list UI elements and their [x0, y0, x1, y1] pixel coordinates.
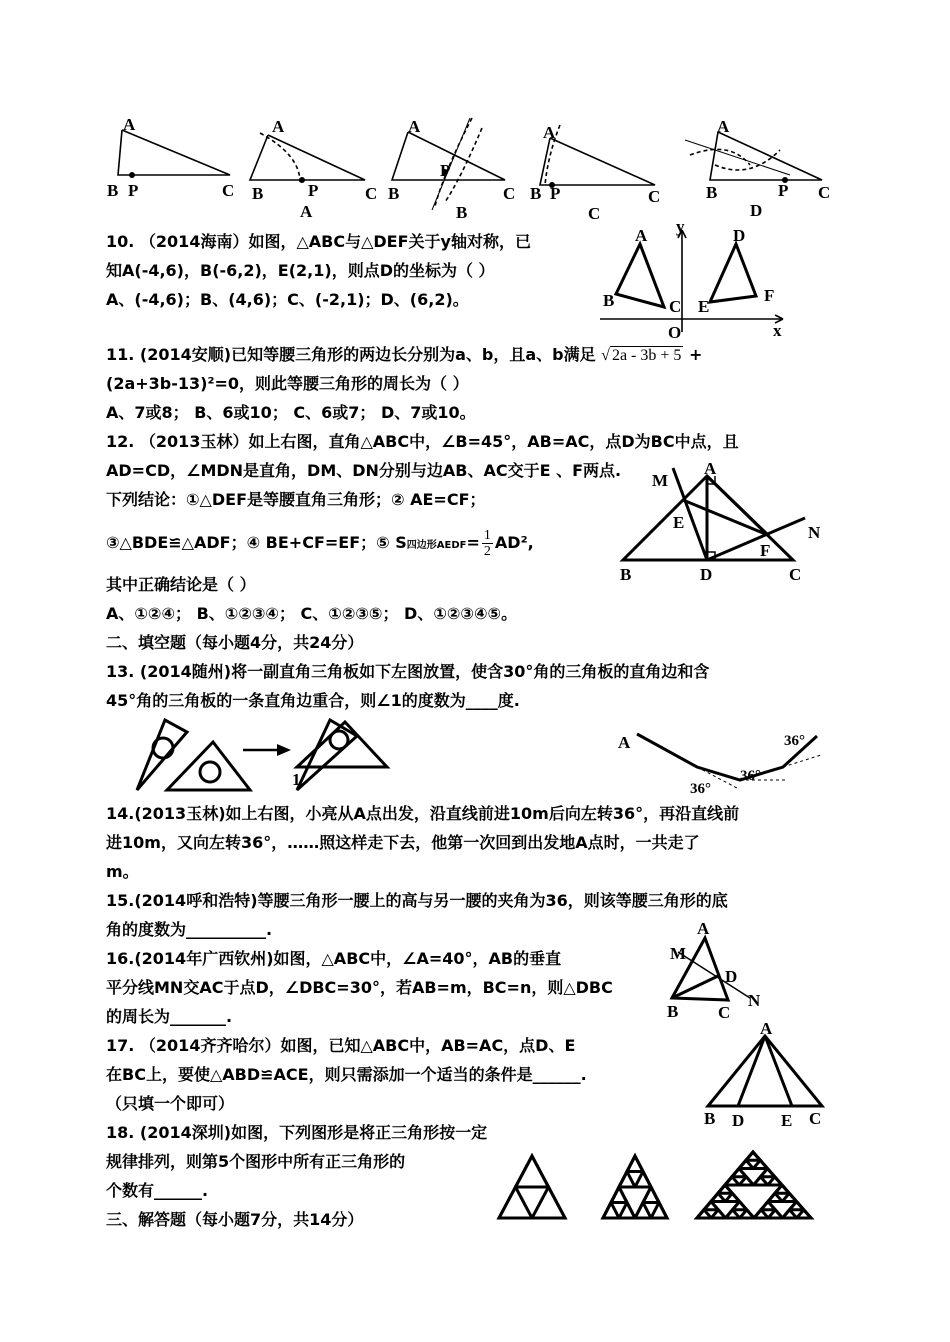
q11-options: A、7或8； B、6或10； C、6或7； D、7或10。: [106, 403, 476, 422]
triangle-outline: [516, 1156, 549, 1187]
q11-line1: [106, 345, 702, 366]
q12-line4-eq: =: [466, 533, 480, 552]
q11-line1-text: 11. (2014安顺)已知等腰三角形的两边长分别为a、b，且a、b满足: [106, 345, 596, 364]
q12-line4: [106, 528, 534, 559]
q17-label-b: B: [704, 1109, 716, 1128]
q17-label-c: C: [809, 1109, 822, 1128]
q12-line3: 下列结论：①△DEF是等腰直角三角形；② AE=CF；: [106, 490, 486, 509]
q9-f4-label-a: A: [543, 123, 556, 142]
section3-heading: 三、解答题（每小题7分，共14分）: [106, 1210, 364, 1229]
q9-fig2-triangle: [250, 135, 365, 180]
triangle-outline: [532, 1187, 565, 1218]
q16-label-a: A: [697, 919, 710, 938]
triangle-outline: [651, 1203, 667, 1219]
q12-label-d: D: [700, 565, 713, 584]
q14-angle-1: 36°: [690, 781, 711, 797]
q12-line1: 12. （2013玉林）如上右图，直角△ABC中，∠B=45°，AB=AC，点D为BC中点，且: [106, 432, 739, 451]
q9-f2-label-b: B: [252, 184, 264, 203]
q9-f2-label-a: A: [272, 117, 285, 136]
q10-label-b: B: [603, 291, 615, 310]
q11-line2: (2a+3b-13)²=0，则此等腰三角形的周长为（ ）: [106, 374, 469, 393]
q9-f3-label-b: B: [388, 184, 400, 203]
q13-line2: 45°角的三角板的一条直角边重合，则∠1的度数为____度.: [106, 691, 520, 710]
q17-figure: [700, 1030, 830, 1110]
q9-f3-label-a: A: [408, 117, 421, 136]
q10-options: A、(-4,6)；B、(4,6)；C、(-2,1)；D、(6,2)。: [106, 290, 469, 309]
q9-f4-label-p: P: [550, 184, 561, 203]
q14-line1: 14.(2013玉林)如上右图，小亮从A点出发，沿直线前进10m后向左转36°，再沿直线前: [106, 804, 740, 823]
q14-angle-2: 36°: [740, 768, 761, 784]
q12-label-n: N: [808, 523, 821, 542]
q17-label-a: A: [760, 1019, 773, 1038]
q18-line3: 个数有______.: [106, 1181, 209, 1200]
q11-radical: √ 2a - 3b + 5: [601, 347, 682, 364]
q12-frac-den: 2: [483, 544, 491, 559]
q9-f4-label-b: B: [530, 184, 542, 203]
triangle-outline: [611, 1187, 627, 1203]
q9-f3-bottom: B: [456, 203, 468, 222]
q10-line1: 10. （2014海南）如图，△ABC与△DEF关于y轴对称，已: [106, 232, 531, 251]
q9-f2-bottom: A: [300, 202, 313, 221]
q16-label-m: M: [670, 944, 687, 963]
q9-f3-label-c: C: [503, 184, 516, 203]
q12-line5: 其中正确结论是（ ）: [106, 575, 256, 594]
triangle-outline: [499, 1187, 532, 1218]
q12-label-f: F: [760, 541, 771, 560]
q12-line4b: AD²,: [494, 533, 534, 552]
triangle-outline: [635, 1203, 651, 1219]
q12-label-m: M: [652, 471, 669, 490]
q12-frac-num: 1: [483, 528, 491, 543]
q12-line2: AD=CD，∠MDN是直角，DM、DN分别与边AB、AC交于E 、F两点.: [106, 461, 622, 480]
q9-fig5-triangle: [710, 132, 822, 180]
q11-plus: +: [688, 345, 703, 364]
q9-f1-label-a: A: [123, 115, 136, 134]
q10-label-y: y: [676, 217, 685, 236]
q10-label-x: x: [773, 321, 782, 340]
q17-line1: 17. （2014齐齐哈尔）如图，已知△ABC中，AB=AC，点D、E: [106, 1036, 576, 1055]
q16-label-b: B: [667, 1002, 679, 1021]
q9-f2-label-p: P: [308, 181, 319, 200]
q16-line2: 平分线MN交AC于点D，∠DBC=30°，若AB=m，BC=n，则△DBC: [106, 978, 613, 997]
q9-f2-label-c: C: [365, 184, 378, 203]
q12-figure: [615, 458, 825, 568]
q10-label-e: E: [698, 297, 710, 316]
q9-f5-label-c: C: [818, 183, 831, 202]
q16-label-c: C: [718, 1003, 731, 1022]
q16-line3: 的周长为_______.: [106, 1007, 233, 1026]
q17-label-d: D: [732, 1111, 745, 1130]
q9-f4-bottom: C: [588, 204, 601, 223]
q9-f1-label-p: P: [128, 181, 139, 200]
q10-figure: [598, 222, 798, 342]
q13-figure: [125, 712, 395, 797]
q10-line2: 知A(-4,6)，B(-6,2)，E(2,1)，则点D的坐标为（ ）: [106, 261, 495, 280]
q12-label-c: C: [789, 565, 802, 584]
q12-label-e: E: [673, 513, 685, 532]
q14-angle-3: 36°: [784, 733, 805, 749]
q12-options: A、①②④； B、①②③④； C、①②③⑤； D、①②③④⑤。: [106, 604, 518, 623]
q9-f5-bottom: D: [750, 201, 763, 220]
q9-fig1-triangle: [118, 130, 230, 175]
q10-label-o: O: [668, 323, 682, 342]
triangle-outline: [603, 1203, 619, 1219]
q14-line2: 进10m，又向左转36°，……照这样走下去，他第一次回到出发地A点时，一共走了: [106, 833, 700, 852]
q14-label-a: A: [618, 733, 631, 752]
q10-label-c: C: [669, 297, 682, 316]
q10-label-d: D: [733, 226, 746, 245]
triangle-outline: [643, 1187, 659, 1203]
q12-label-b: B: [620, 565, 632, 584]
q17-line2: 在BC上，要使△ABD≌ACE，则只需添加一个适当的条件是______.: [106, 1065, 587, 1084]
section2-heading: 二、填空题（每小题4分，共24分）: [106, 633, 364, 652]
q12-line4a: ③△BDE≌△ADF；④ BE+CF=EF；⑤ S: [106, 533, 407, 552]
q12-fraction: [482, 528, 493, 559]
q9-f3-label-p: P: [440, 161, 451, 180]
q9-f1-label-b: B: [107, 181, 119, 200]
q9-fig4-triangle: [540, 138, 655, 185]
q10-label-a: A: [635, 226, 648, 245]
q11-radicand: 2a - 3b + 5: [611, 347, 682, 364]
q15-line1: 15.(2014呼和浩特)等腰三角形一腰上的高与另一腰的夹角为36，则该等腰三角形的底: [106, 891, 728, 910]
q18-line2: 规律排列，则第5个图形中所有正三角形的: [106, 1152, 406, 1171]
q12-line4-sub: 四边形AEDF: [406, 540, 467, 551]
q9-f5-label-b: B: [706, 183, 718, 202]
q16-label-n: N: [748, 991, 761, 1010]
q17-label-e: E: [781, 1111, 793, 1130]
q18-figures: [495, 1150, 825, 1222]
q9-f5-label-p: P: [778, 181, 789, 200]
q13-line1: 13. (2014随州)将一副直角三角板如下左图放置，使含30°角的三角板的直角边和含: [106, 662, 710, 681]
q9-fig3-bisector: [432, 118, 470, 210]
q12-label-a: A: [704, 459, 717, 478]
triangle-outline: [627, 1156, 643, 1172]
triangle-outline: [635, 1172, 651, 1188]
q10-label-f: F: [764, 286, 775, 305]
q9-f1-label-c: C: [222, 181, 235, 200]
q18-line1: 18. (2014深圳)如图，下列图形是将正三角形按一定: [106, 1123, 488, 1142]
q9-f5-label-a: A: [717, 117, 730, 136]
triangle-outline: [746, 1152, 760, 1160]
q13-label-1: 1: [292, 770, 301, 789]
triangle-outline: [619, 1203, 635, 1219]
q9-f4-label-c: C: [648, 187, 661, 206]
q17-line3: （只填一个即可）: [106, 1094, 235, 1113]
q14-line3: m。: [106, 862, 139, 881]
q15-line2: 角的度数为__________.: [106, 920, 273, 939]
q16-line1: 16.(2014年广西钦州)如图，△ABC中，∠A=40°，AB的垂直: [106, 949, 562, 968]
q16-label-d: D: [725, 967, 738, 986]
triangle-outline: [619, 1172, 635, 1188]
